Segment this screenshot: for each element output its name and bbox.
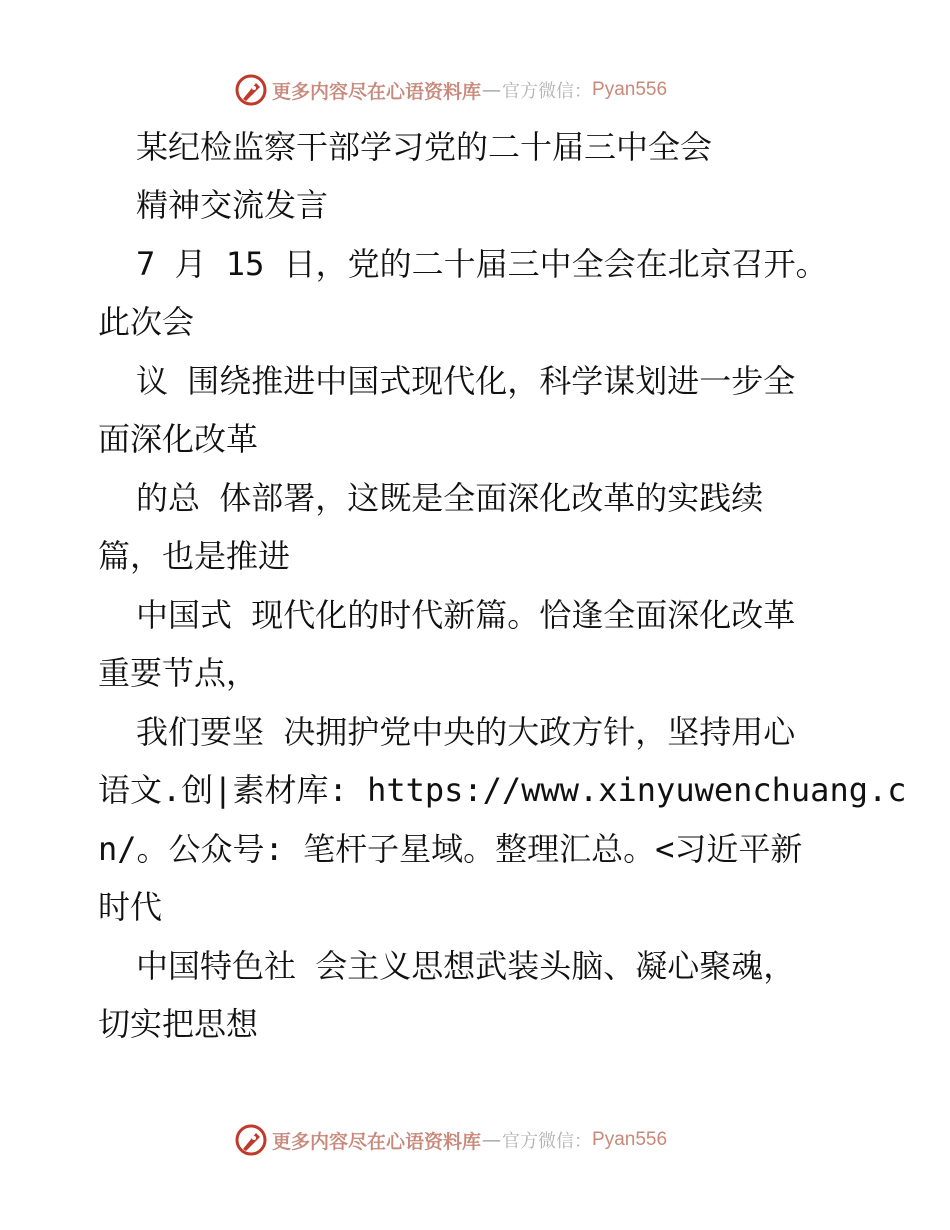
footer-banner [234, 1120, 754, 1160]
banner-title: 更多内容尽在心语资料库 [272, 80, 482, 103]
text-line: 重要节点， [98, 654, 259, 692]
text-line: 此次会 [98, 303, 195, 341]
banner-separator: — [482, 79, 502, 101]
banner-wechat-id: Pyan556 [592, 1129, 668, 1150]
text-line: 语文.创|素材库: https://www.xinyuwenchuang.c [98, 771, 907, 809]
text-line: n/。公众号: 笔杆子星域。整理汇总。<习近平新 [98, 830, 803, 868]
banner-wechat-id: Pyan556 [592, 79, 668, 100]
text-line: 切实把思想 [98, 1005, 259, 1043]
banner-title: 更多内容尽在心语资料库 [272, 1130, 482, 1153]
text-line: 时代 [98, 888, 163, 926]
pen-nib-logo-icon [234, 1123, 268, 1157]
banner-wechat-label: 官方微信： [502, 81, 593, 102]
text-line: 精神交流发言 [136, 186, 329, 224]
text-line: 议 围绕推进中国式现代化，科学谋划进一步全 [136, 362, 796, 400]
pen-nib-logo-icon [234, 73, 268, 107]
header-banner [234, 70, 754, 110]
text-line: 我们要坚 决拥护党中央的大政方针，坚持用心 [136, 713, 796, 751]
text-line: 的总 体部署，这既是全面深化改革的实践续 [136, 479, 764, 517]
text-line: 中国特色社 会主义思想武装头脑、凝心聚魂， [136, 947, 796, 985]
text-line: 篇，也是推进 [98, 537, 291, 575]
banner-separator: — [482, 1129, 502, 1151]
banner-wechat-label: 官方微信： [502, 1131, 593, 1152]
text-line: 中国式 现代化的时代新篇。恰逢全面深化改革 [136, 596, 796, 634]
text-line: 7 月 15 日，党的二十届三中全会在北京召开。 [136, 245, 828, 283]
text-line: 面深化改革 [98, 420, 259, 458]
text-line: 某纪检监察干部学习党的二十届三中全会 [136, 128, 713, 166]
